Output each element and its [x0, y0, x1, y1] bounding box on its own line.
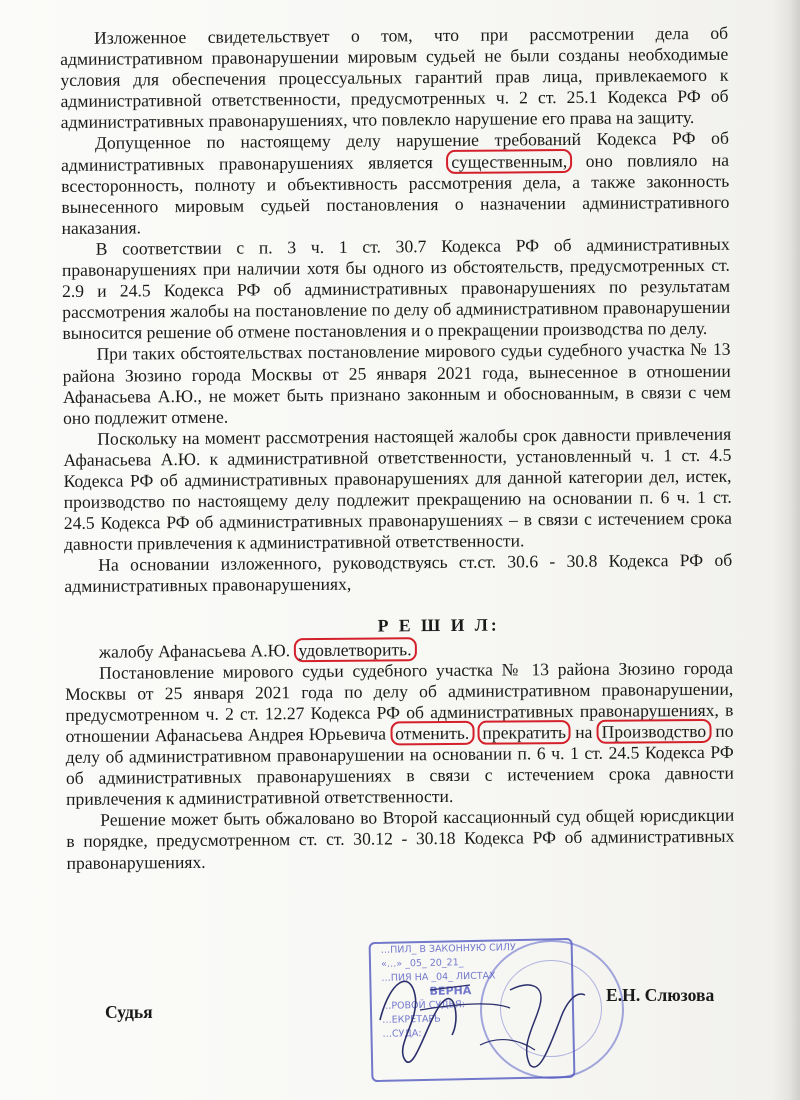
stamp-verna: ВЕРНА: [429, 984, 472, 998]
highlight-prekratit: прекратить: [477, 720, 571, 745]
paragraph-2-after: оно повлияло на всесторонность, полноту и объективность рассмотрения дела, а также законность вынесенного мировым судьей постановления о назначении административного наказания.: [61, 149, 730, 238]
paragraph-3: В соответствии с п. 3 ч. 1 ст. 30.7 Кодекса РФ об административных правонарушениях при наличии хотя бы одного из обстоятельств, предусмотренных ст. 2.9 и 24.5 Кодекса РФ об административных правонарушениях по результатам рассмотрения жалобы на постановление по делу об административном правонарушении выносится решение об отмене постановления и о прекращении производства по делу.: [61, 233, 731, 344]
paragraph-6: На основании изложенного, руководствуясь ст.ст. 30.6 - 30.8 Кодекса РФ об административных правонарушениях,: [64, 550, 733, 597]
highlight-proizvodstvo: Производство: [596, 719, 711, 744]
decision-p2-mid: на: [575, 721, 593, 742]
highlight-sushchestvennym: существенным,: [446, 149, 572, 174]
paragraph-4: При таких обстоятельствах постановление мирового судьи судебного участка № 13 района Зюзино города Москвы от 25 января 2021 года, вынесенное в отношении Афанасьева А.Ю., не может быть признано законным и обоснованным, в связи с чем оно подлежит отмене.: [62, 339, 731, 428]
stamp-line-1: …ПИЛ_ В ЗАКОННУЮ СИЛУ: [380, 942, 516, 956]
paragraph-5: Поскольку на момент рассмотрения настоящей жалобы срок давности привлечения Афанасьева А.Ю. к административной ответственности, установленный ч. 1 ст. 4.5 Кодекса РФ об административных правонарушениях для данной категории дел, истек, производство по настоящему делу подлежит прекращению на основании п. 6 ч. 1 ст. 24.5 Кодекса РФ об административных правонарушениях – в связи с истечением срока давности привлечения к административной ответственности.: [63, 423, 732, 555]
highlight-otmenit: отменить.: [390, 721, 474, 746]
stamp-line-5: …РОВОЙ СУДЬЯ:: [381, 999, 466, 1012]
stamp-line-3: …ПИЯ НА _04_ ЛИСТАХ: [381, 970, 496, 984]
decision-heading: Р Е Ш И Л:: [377, 614, 500, 636]
document-body: [60, 23, 735, 874]
handwritten-signature: [360, 950, 610, 1080]
decision-paragraph-2: [65, 657, 734, 810]
highlight-udovletvorit: удовлетворить.: [293, 637, 416, 662]
judge-label: Судья: [105, 1002, 153, 1022]
decision-line-1-before: жалобу Афанасьева А.Ю.: [98, 639, 291, 662]
page-edge-shadow: [772, 0, 800, 1100]
judge-name: Е.Н. Слюзова: [606, 985, 715, 1005]
paragraph-2: [61, 128, 730, 239]
stamp-line-6: …ЕКРЕТАРЬ: [382, 1013, 441, 1026]
paragraph-2-before: Допущенное по настоящему делу нарушение требований Кодекса РФ об административных правонарушениях является: [60, 128, 729, 175]
decision-paragraph-3: Решение может быть обжаловано во Второй кассационный суд общей юрисдикции в порядке, предусмотренном ст. ст. 30.12 - 30.18 Кодекса РФ об административных правонарушениях.: [66, 805, 735, 873]
paragraph-1: Изложенное свидетельствует о том, что при рассмотрении дела об административном правонарушении мировым судьей не были созданы необходимые условия для обеспечения процессуальных гарантий прав лица, привлекаемого к административной ответственности, предусмотренных ч. 2 ст. 25.1 Кодекса РФ об административных правонарушениях, что повлекло нарушение его права на защиту.: [60, 22, 729, 133]
stamp-line-2: «…» _05_ 20_21_: [380, 957, 464, 970]
decision-p2-after: по делу об административном правонарушении на основании п. 6 ч. 1 ст. 24.5 Кодекса РФ об административных правонарушениях в связи с истечением срока давности привлечения к административной ответственности.: [65, 720, 734, 810]
stamp-line-7: …СУДА:: [382, 1028, 422, 1040]
decision-p2-before: Постановление мирового судьи судебного участка № 13 района Зюзино города Москвы от 25 января 2021 года по делу об административном правонарушении, предусмотренном ч. 2 ст. 12.27 Кодекса РФ об административных правонарушениях, в отношении Афанасьева Андрея Юрьевича: [65, 657, 734, 746]
